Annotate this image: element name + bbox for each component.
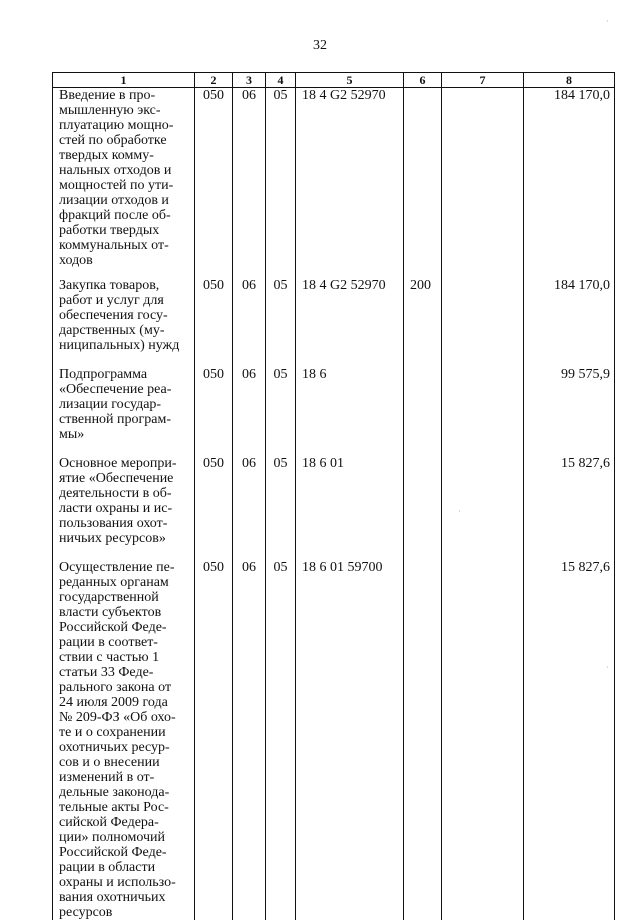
row-col-8: 184 170,0 — [524, 278, 615, 367]
row-col-4: 05 — [266, 456, 296, 560]
row-col-4: 05 — [266, 367, 296, 456]
row-col-3: 06 — [233, 367, 266, 456]
row-col-7 — [442, 560, 524, 920]
row-col-7 — [442, 456, 524, 560]
scan-speck: · — [606, 664, 609, 672]
row-col-2: 050 — [195, 88, 233, 279]
row-col-2: 050 — [195, 367, 233, 456]
row-col-7 — [442, 367, 524, 456]
table-row — [53, 367, 615, 456]
row-col-3: 06 — [233, 88, 266, 279]
header-col-6: 6 — [404, 73, 442, 88]
scan-speck: · — [458, 508, 461, 516]
row-name: Осуществление пе- реданных органам государственной власти субъектов Российской Феде- рации в соответ- ствии с частью 1 статьи 33 Феде- рального закона от 24 июля 2009 года № 209-ФЗ «Об охо- те и о сохранении охотничьих ресур- сов и о внесении изменений в от- дельные законода- тельные акты Рос- сийской Федера- ции» полномочий Российской Феде- рации в области охраны и использо- вания охотничьих ресурсов — [53, 560, 195, 920]
table-row — [53, 88, 615, 279]
row-col-5: 18 4 G2 52970 — [296, 88, 404, 279]
row-col-8: 15 827,6 — [524, 560, 615, 920]
row-col-5: 18 6 — [296, 367, 404, 456]
row-col-3: 06 — [233, 278, 266, 367]
row-col-2: 050 — [195, 278, 233, 367]
row-col-7 — [442, 278, 524, 367]
table-row — [53, 456, 615, 560]
header-row — [53, 73, 615, 88]
header-col-1: 1 — [53, 73, 195, 88]
row-col-6 — [404, 456, 442, 560]
row-col-2: 050 — [195, 560, 233, 920]
row-col-5: 18 6 01 59700 — [296, 560, 404, 920]
row-col-5: 18 4 G2 52970 — [296, 278, 404, 367]
row-name: Введение в про- мышленную экс- плуатацию мощно- стей по обработке твердых комму- нальных отходов и мощностей по ути- лизации отходов и фракций после об- работки твердых коммунальных от- ходов — [53, 88, 195, 279]
row-col-4: 05 — [266, 88, 296, 279]
row-name: Подпрограмма «Обеспечение реа- лизации государ- ственной програм- мы» — [53, 367, 195, 456]
header-col-7: 7 — [442, 73, 524, 88]
row-col-7 — [442, 88, 524, 279]
header-col-3: 3 — [233, 73, 266, 88]
table-row — [53, 560, 615, 920]
row-name: Закупка товаров, работ и услуг для обеспечения госу- дарственных (му- ниципальных) нужд — [53, 278, 195, 367]
row-col-3: 06 — [233, 456, 266, 560]
row-col-6 — [404, 88, 442, 279]
row-col-4: 05 — [266, 560, 296, 920]
header-col-2: 2 — [195, 73, 233, 88]
page-number: 32 — [0, 38, 640, 54]
row-col-6 — [404, 560, 442, 920]
row-col-5: 18 6 01 — [296, 456, 404, 560]
row-col-8: 99 575,9 — [524, 367, 615, 456]
scan-speck: · — [606, 18, 609, 26]
table-row — [53, 278, 615, 367]
row-col-3: 06 — [233, 560, 266, 920]
table-body — [53, 88, 615, 920]
header-col-8: 8 — [524, 73, 615, 88]
row-col-6: 200 — [404, 278, 442, 367]
row-col-2: 050 — [195, 456, 233, 560]
row-name: Основное меропри- ятие «Обеспечение деятельности в об- ласти охраны и ис- пользования охот- ничьих ресурсов» — [53, 456, 195, 560]
row-col-8: 15 827,6 — [524, 456, 615, 560]
budget-table — [52, 72, 615, 920]
row-col-4: 05 — [266, 278, 296, 367]
row-col-8: 184 170,0 — [524, 88, 615, 279]
header-col-4: 4 — [266, 73, 296, 88]
header-col-5: 5 — [296, 73, 404, 88]
row-col-6 — [404, 367, 442, 456]
